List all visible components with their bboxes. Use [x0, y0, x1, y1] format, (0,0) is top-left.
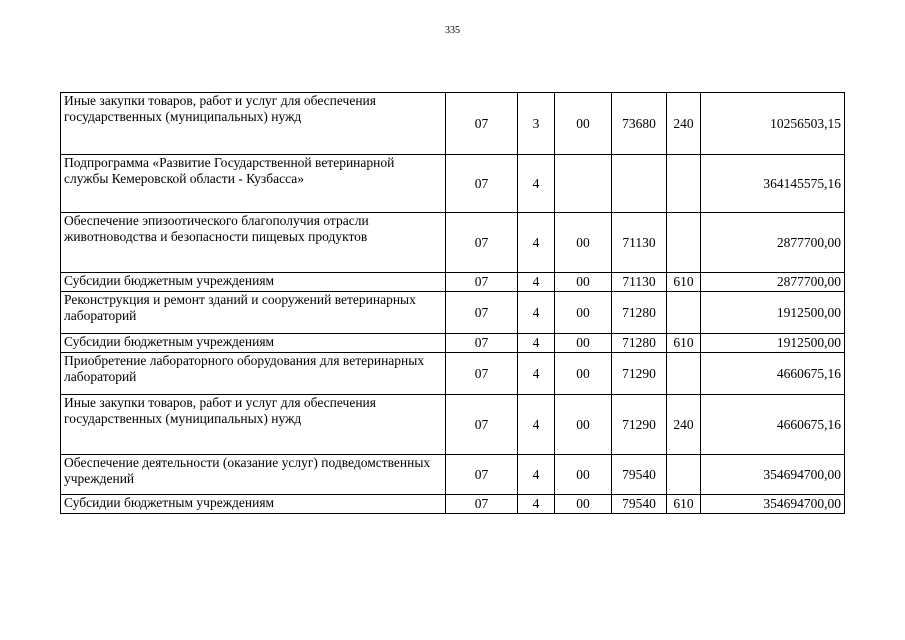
row-amount: 2877700,00 [701, 213, 845, 273]
row-expense-type: 240 [667, 395, 701, 455]
table-row [61, 395, 845, 455]
row-expense-type [667, 292, 701, 334]
row-section: 07 [446, 395, 518, 455]
row-direction: 71280 [612, 334, 667, 353]
table-row [61, 93, 845, 155]
row-section: 07 [446, 93, 518, 155]
row-expense-type [667, 155, 701, 213]
table-row [61, 334, 845, 353]
row-subprogram: 00 [555, 455, 612, 495]
budget-table [60, 92, 845, 514]
row-section: 07 [446, 292, 518, 334]
row-amount: 4660675,16 [701, 395, 845, 455]
row-amount: 10256503,15 [701, 93, 845, 155]
row-section: 07 [446, 213, 518, 273]
row-program: 4 [518, 495, 555, 514]
row-name: Подпрограмма «Развитие Государственной ветеринарной службы Кемеровской области - Кузбасса» [61, 155, 446, 213]
row-program: 4 [518, 155, 555, 213]
row-expense-type: 610 [667, 495, 701, 514]
row-section: 07 [446, 334, 518, 353]
row-subprogram: 00 [555, 273, 612, 292]
row-amount: 1912500,00 [701, 292, 845, 334]
row-name: Иные закупки товаров, работ и услуг для обеспечения государственных (муниципальных) нужд [61, 395, 446, 455]
row-section: 07 [446, 455, 518, 495]
row-direction: 71280 [612, 292, 667, 334]
table-row [61, 292, 845, 334]
row-amount: 4660675,16 [701, 353, 845, 395]
row-program: 3 [518, 93, 555, 155]
row-direction: 71130 [612, 273, 667, 292]
table-row [61, 155, 845, 213]
row-subprogram: 00 [555, 395, 612, 455]
row-name: Субсидии бюджетным учреждениям [61, 495, 446, 514]
row-direction: 71290 [612, 353, 667, 395]
table-row [61, 353, 845, 395]
row-amount: 2877700,00 [701, 273, 845, 292]
row-subprogram: 00 [555, 353, 612, 395]
row-amount: 364145575,16 [701, 155, 845, 213]
table-row [61, 455, 845, 495]
page-number: 335 [445, 25, 460, 36]
row-program: 4 [518, 334, 555, 353]
row-direction: 79540 [612, 495, 667, 514]
row-program: 4 [518, 395, 555, 455]
row-program: 4 [518, 273, 555, 292]
row-name: Приобретение лабораторного оборудования для ветеринарных лабораторий [61, 353, 446, 395]
row-direction [612, 155, 667, 213]
row-amount: 354694700,00 [701, 455, 845, 495]
table-row [61, 213, 845, 273]
row-expense-type: 240 [667, 93, 701, 155]
row-name: Обеспечение деятельности (оказание услуг) подведомственных учреждений [61, 455, 446, 495]
row-section: 07 [446, 495, 518, 514]
row-subprogram: 00 [555, 292, 612, 334]
row-program: 4 [518, 353, 555, 395]
row-direction: 71130 [612, 213, 667, 273]
row-name: Субсидии бюджетным учреждениям [61, 273, 446, 292]
row-name: Субсидии бюджетным учреждениям [61, 334, 446, 353]
row-expense-type: 610 [667, 273, 701, 292]
row-program: 4 [518, 292, 555, 334]
table-row [61, 273, 845, 292]
row-subprogram [555, 155, 612, 213]
table-row [61, 495, 845, 514]
row-amount: 354694700,00 [701, 495, 845, 514]
row-subprogram: 00 [555, 334, 612, 353]
row-subprogram: 00 [555, 93, 612, 155]
row-direction: 79540 [612, 455, 667, 495]
row-name: Реконструкция и ремонт зданий и сооружений ветеринарных лабораторий [61, 292, 446, 334]
row-expense-type [667, 455, 701, 495]
row-program: 4 [518, 213, 555, 273]
row-subprogram: 00 [555, 495, 612, 514]
row-expense-type [667, 353, 701, 395]
row-direction: 73680 [612, 93, 667, 155]
row-name: Иные закупки товаров, работ и услуг для обеспечения государственных (муниципальных) нужд [61, 93, 446, 155]
row-section: 07 [446, 155, 518, 213]
row-direction: 71290 [612, 395, 667, 455]
row-program: 4 [518, 455, 555, 495]
row-section: 07 [446, 273, 518, 292]
row-name: Обеспечение эпизоотического благополучия отрасли животноводства и безопасности пищевых продуктов [61, 213, 446, 273]
row-amount: 1912500,00 [701, 334, 845, 353]
row-section: 07 [446, 353, 518, 395]
row-expense-type [667, 213, 701, 273]
row-expense-type: 610 [667, 334, 701, 353]
row-subprogram: 00 [555, 213, 612, 273]
